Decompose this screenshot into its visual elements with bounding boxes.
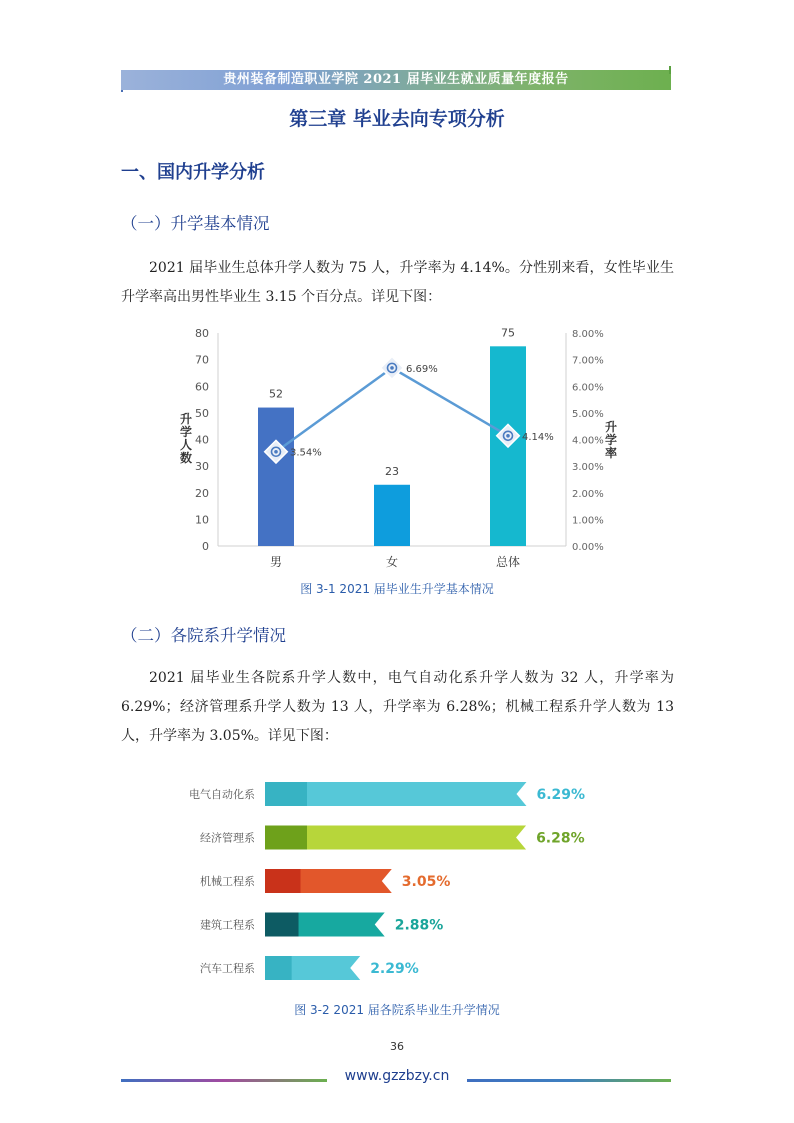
- section-title: 一、国内升学分析: [121, 162, 265, 183]
- department-chart: [150, 770, 630, 990]
- category-label: 女: [385, 555, 399, 569]
- bar-value-label: 52: [269, 387, 283, 401]
- y-tick-label: 10: [195, 513, 209, 527]
- y-tick-label: 30: [195, 460, 209, 474]
- department-label: 机械工程系: [200, 875, 255, 888]
- y2-axis-title: 升学率: [604, 420, 618, 460]
- rate-marker: [381, 357, 404, 380]
- department-rate-label: 2.88%: [394, 917, 444, 934]
- rate-value-label: 3.54%: [290, 447, 322, 459]
- y-tick-label: 40: [195, 433, 209, 447]
- department-rate-label: 3.05%: [401, 874, 451, 890]
- rate-value-label: 4.14%: [522, 431, 554, 443]
- category-label: 男: [269, 555, 283, 569]
- y2-tick-label: 8.00%: [572, 329, 604, 340]
- department-rate-label: 6.29%: [536, 787, 586, 803]
- department-label: 电气自动化系: [189, 788, 255, 801]
- rate-line: [276, 368, 508, 452]
- bar-cap: [265, 913, 299, 937]
- y2-tick-label: 2.00%: [572, 488, 604, 500]
- page-number: 36: [390, 1040, 404, 1053]
- footer-rule-right: [467, 1079, 671, 1082]
- y2-tick-label: 5.00%: [572, 408, 604, 420]
- chapter-title: 第三章 毕业去向专项分析: [289, 108, 505, 130]
- y-tick-label: 50: [195, 406, 209, 420]
- y2-tick-label: 6.00%: [572, 382, 604, 394]
- department-rate-label: 2.29%: [370, 961, 419, 977]
- y-tick-label: 20: [195, 486, 209, 500]
- bar-value-label: 23: [385, 464, 399, 478]
- rate-value-label: 6.69%: [406, 363, 438, 375]
- y2-tick-label: 3.00%: [572, 462, 604, 474]
- enrollment-chart: [150, 320, 630, 576]
- bar-cap: [265, 782, 307, 806]
- bar: [374, 485, 410, 546]
- header-right-mark: [669, 66, 671, 74]
- footer-rule-left: [121, 1079, 327, 1082]
- bar-cap: [265, 869, 301, 893]
- bar-cap: [265, 826, 307, 850]
- page-header: 贵州装备制造职业学院 2021 届毕业生就业质量年度报告: [121, 70, 671, 90]
- department-label: 建筑工程系: [200, 918, 255, 932]
- footer-url: www.gzzbzy.cn: [344, 1068, 450, 1084]
- subsection-title-1: （一）升学基本情况: [121, 214, 270, 233]
- y-tick-label: 60: [195, 380, 209, 394]
- department-rate-label: 6.28%: [536, 830, 585, 847]
- bar-value-label: 75: [501, 326, 515, 340]
- y-tick-label: 80: [195, 327, 209, 340]
- y2-tick-label: 0.00%: [572, 542, 604, 553]
- category-label: 总体: [495, 555, 521, 569]
- bar-cap: [265, 956, 292, 980]
- y2-tick-label: 7.00%: [572, 355, 604, 367]
- subsection-title-2: （二）各院系升学情况: [121, 626, 286, 645]
- paragraph-1: 2021 届毕业生总体升学人数为 75 人，升学率为 4.14%。分性别来看，女性毕业生升学率高出男性毕业生 3.15 个百分点。详见下图：: [121, 260, 674, 305]
- bar: [258, 408, 294, 546]
- y-tick-label: 70: [195, 353, 209, 367]
- department-label: 汽车工程系: [200, 962, 255, 975]
- figure-caption-1: 图 3-1 2021 届毕业生升学基本情况: [300, 582, 494, 596]
- department-label: 经济管理系: [200, 831, 255, 845]
- y-tick-label: 0: [202, 540, 209, 553]
- figure-caption-2: 图 3-2 2021 届各院系毕业生升学情况: [294, 1003, 500, 1017]
- y2-tick-label: 4.00%: [572, 435, 604, 447]
- paragraph-2: 2021 届毕业生各院系升学人数中，电气自动化系升学人数为 32 人，升学率为 6.29%；经济管理系升学人数为 13 人，升学率为 6.28%；机械工程系升学人数为 13 人，升学率为 3.05%。详见下图：: [121, 670, 674, 744]
- y2-tick-label: 1.00%: [572, 515, 604, 527]
- y-axis-title: 升学人数: [179, 412, 193, 465]
